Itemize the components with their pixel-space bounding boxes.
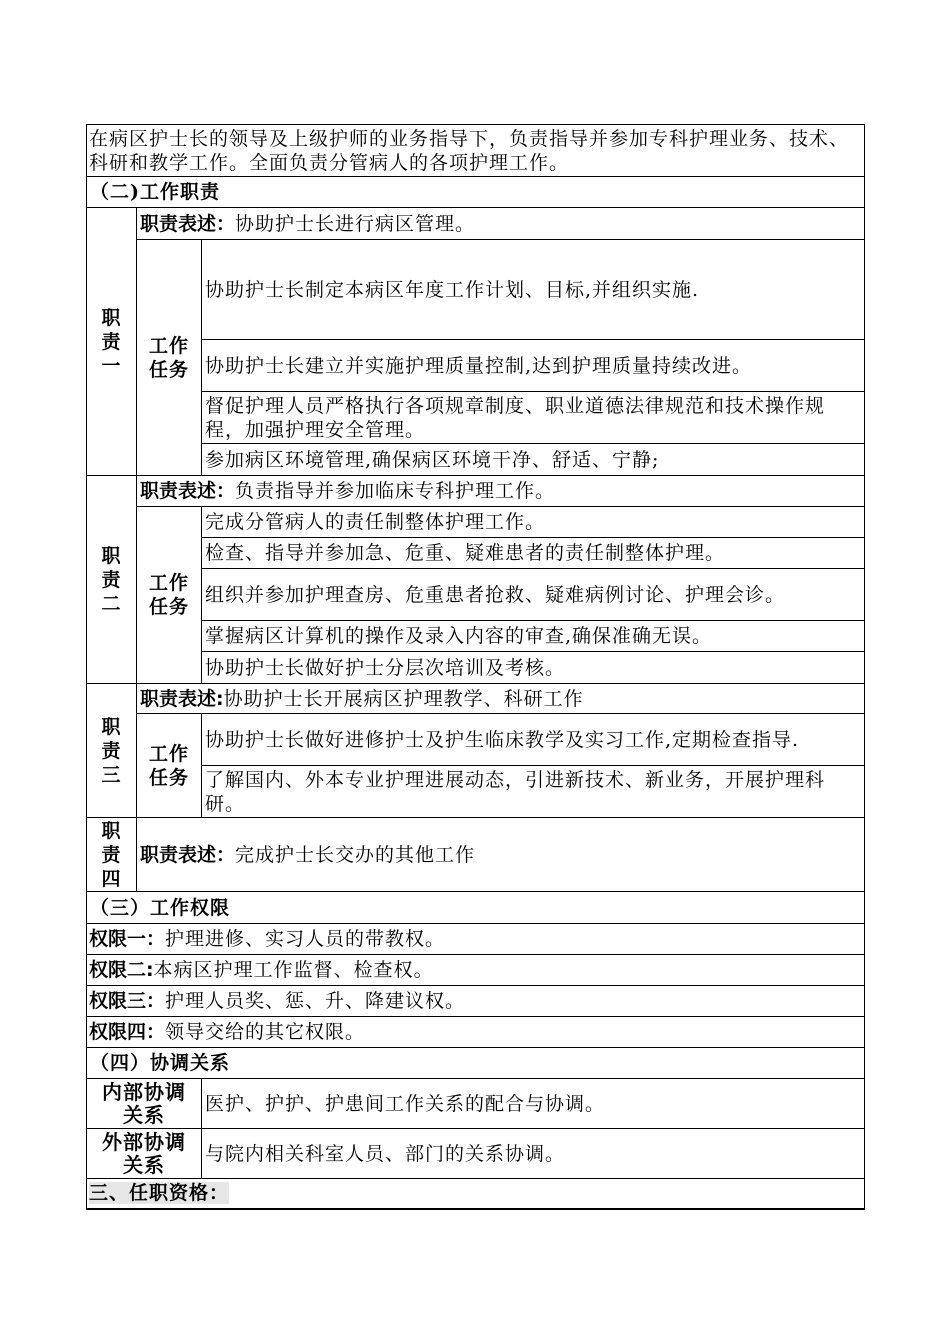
duty-description-text: 完成护士长交办的其他工作 bbox=[235, 843, 476, 866]
duty-description-text: 协助护士长进行病区管理。 bbox=[235, 212, 476, 235]
authority-text: 护理人员奖、惩、升、降建议权。 bbox=[165, 990, 466, 1012]
job-description-table bbox=[86, 124, 865, 1210]
duty-description-label: 职责表述: bbox=[140, 687, 224, 710]
duty-2-task-label: 工作任务 bbox=[137, 507, 202, 684]
duty-description-text: 负责指导并参加临床专科护理工作。 bbox=[235, 480, 556, 502]
duty-3-task-label: 工作任务 bbox=[137, 714, 202, 818]
duty-3-task-1: 协助护士长做好进修护士及护生临床教学及实习工作,定期检查指导. bbox=[202, 714, 865, 766]
duty-1-task-3: 督促护理人员严格执行各项规章制度、职业道德法律规范和技术操作规程，加强护理安全管理。 bbox=[202, 392, 865, 444]
duty-2-description bbox=[137, 476, 865, 507]
authority-text: 本病区护理工作监督、检查权。 bbox=[153, 959, 434, 981]
section-work-authority-heading: （三）工作权限 bbox=[87, 892, 865, 924]
intro-text: 在病区护士长的领导及上级护师的业务指导下，负责指导并参加专科护理业务、技术、科研和教学工作。全面负责分管病人的各项护理工作。 bbox=[87, 125, 865, 177]
duty-4-label: 职责四 bbox=[87, 818, 137, 892]
section-coordination-heading: （四）协调关系 bbox=[87, 1048, 865, 1079]
duty-2-task-4: 掌握病区计算机的操作及录入内容的审查,确保准确无误。 bbox=[202, 621, 865, 652]
duty-1-description bbox=[137, 208, 865, 240]
duty-description-label: 职责表述： bbox=[140, 212, 236, 235]
section-work-duties-heading: （二)工作职责 bbox=[87, 177, 865, 208]
authority-1 bbox=[87, 924, 865, 955]
external-coordination-label: 外部协调关系 bbox=[87, 1129, 202, 1179]
internal-coordination-text: 医护、护护、护患间工作关系的配合与协调。 bbox=[202, 1079, 865, 1129]
authority-label: 权限一： bbox=[89, 928, 166, 950]
duty-1-task-4: 参加病区环境管理,确保病区环境干净、舒适、宁静; bbox=[202, 444, 865, 476]
duty-3-description bbox=[137, 684, 865, 714]
duty-description-text: 协助护士长开展病区护理教学、科研工作 bbox=[223, 687, 584, 710]
qualifications-title: 三、任职资格： bbox=[89, 1182, 230, 1205]
duty-1-label: 职责一 bbox=[87, 208, 137, 476]
authority-2 bbox=[87, 955, 865, 986]
job-description-page bbox=[86, 124, 864, 1210]
duty-1-task-2: 协助护士长建立并实施护理质量控制,达到护理质量持续改进。 bbox=[202, 340, 865, 392]
internal-coordination-label: 内部协调关系 bbox=[87, 1079, 202, 1129]
duty-1-task-label: 工作任务 bbox=[137, 240, 202, 476]
section-qualifications-heading bbox=[87, 1179, 865, 1209]
duty-3-task-2: 了解国内、外本专业护理进展动态，引进新技术、新业务，开展护理科研。 bbox=[202, 766, 865, 818]
duty-2-task-3: 组织并参加护理查房、危重患者抢救、疑难病例讨论、护理会诊。 bbox=[202, 569, 865, 621]
authority-text: 护理进修、实习人员的带教权。 bbox=[165, 928, 446, 950]
duty-2-task-2: 检查、指导并参加急、危重、疑难患者的责任制整体护理。 bbox=[202, 538, 865, 569]
duty-description-label: 职责表述： bbox=[140, 843, 236, 866]
duty-3-label: 职责三 bbox=[87, 684, 137, 818]
authority-label: 权限二: bbox=[89, 959, 154, 981]
duty-2-task-1: 完成分管病人的责任制整体护理工作。 bbox=[202, 507, 865, 538]
duty-1-task-1: 协助护士长制定本病区年度工作计划、目标,并组织实施. bbox=[202, 240, 865, 340]
authority-label: 权限三： bbox=[89, 990, 166, 1012]
duty-2-label: 职责二 bbox=[87, 476, 137, 684]
duty-2-task-5: 协助护士长做好护士分层次培训及考核。 bbox=[202, 652, 865, 684]
duty-description-label: 职责表述： bbox=[140, 480, 236, 502]
duty-4-description bbox=[137, 818, 865, 892]
authority-3 bbox=[87, 986, 865, 1017]
authority-label: 权限四： bbox=[89, 1021, 166, 1043]
authority-4 bbox=[87, 1017, 865, 1048]
external-coordination-text: 与院内相关科室人员、部门的关系协调。 bbox=[202, 1129, 865, 1179]
authority-text: 领导交给的其它权限。 bbox=[165, 1021, 366, 1043]
